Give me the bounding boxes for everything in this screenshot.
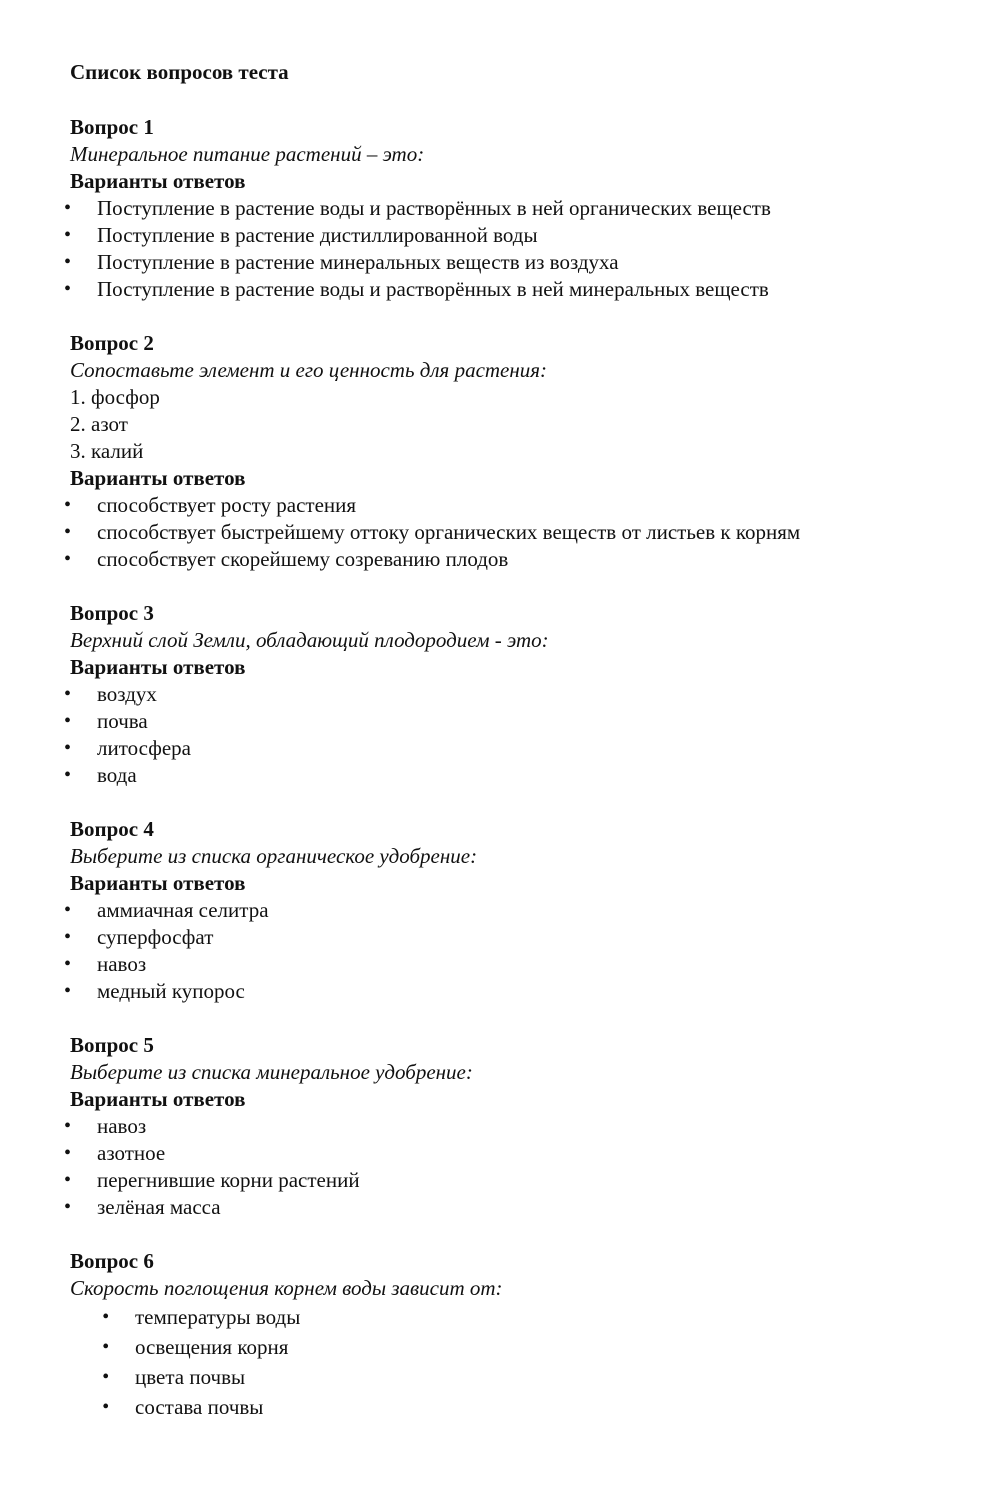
element-item: 3. калий — [70, 439, 144, 463]
answer-option: • Поступление в растение минеральных веществ из воздуха — [70, 249, 941, 276]
question-prompt: Скорость поглощения корнем воды зависит от: — [70, 1276, 503, 1300]
answer-list — [70, 897, 941, 1005]
answer-option: • перегнившие корни растений — [70, 1167, 941, 1194]
answer-option: • способствует быстрейшему оттоку органических веществ от листьев к корням — [70, 519, 941, 546]
question-3 — [70, 600, 941, 789]
answers-label: Варианты ответов — [70, 1087, 246, 1111]
answers-label: Варианты ответов — [70, 466, 246, 490]
answer-list — [70, 1113, 941, 1221]
answer-option: • Поступление в растение воды и растворённых в ней минеральных веществ — [70, 276, 941, 303]
answer-option: • температуры воды — [70, 1302, 941, 1332]
answer-list — [70, 492, 941, 573]
question-5 — [70, 1032, 941, 1221]
question-title: Вопрос 6 — [70, 1249, 154, 1273]
element-item: 2. азот — [70, 412, 128, 436]
question-title: Вопрос 1 — [70, 115, 154, 139]
answer-option: • азотное — [70, 1140, 941, 1167]
question-title: Вопрос 3 — [70, 601, 154, 625]
answer-list — [70, 681, 941, 789]
answer-option: • способствует росту растения — [70, 492, 941, 519]
answer-option: • воздух — [70, 681, 941, 708]
answer-option: • навоз — [70, 1113, 941, 1140]
answer-option: • состава почвы — [70, 1392, 941, 1422]
answer-option: • литосфера — [70, 735, 941, 762]
answer-list — [70, 1302, 941, 1422]
answer-option: • зелёная масса — [70, 1194, 941, 1221]
answer-option: • медный купорос — [70, 978, 941, 1005]
question-prompt: Верхний слой Земли, обладающий плодородием - это: — [70, 628, 549, 652]
question-title: Вопрос 5 — [70, 1033, 154, 1057]
document-title: Список вопросов теста — [70, 60, 289, 84]
question-2 — [70, 330, 941, 573]
question-title: Вопрос 4 — [70, 817, 154, 841]
answer-option: • почва — [70, 708, 941, 735]
answer-option: • суперфосфат — [70, 924, 941, 951]
answer-option: • способствует скорейшему созреванию плодов — [70, 546, 941, 573]
answers-label: Варианты ответов — [70, 871, 246, 895]
answer-option: • цвета почвы — [70, 1362, 941, 1392]
answers-label: Варианты ответов — [70, 655, 246, 679]
question-prompt: Выберите из списка органическое удобрение: — [70, 844, 478, 868]
question-prompt: Минеральное питание растений – это: — [70, 142, 425, 166]
answer-list — [70, 195, 941, 303]
answer-option: • Поступление в растение дистиллированной воды — [70, 222, 941, 249]
answers-label: Варианты ответов — [70, 169, 246, 193]
answer-option: • аммиачная селитра — [70, 897, 941, 924]
element-item: 1. фосфор — [70, 385, 160, 409]
answer-option: • Поступление в растение воды и растворённых в ней органических веществ — [70, 195, 941, 222]
question-6 — [70, 1248, 941, 1422]
question-title: Вопрос 2 — [70, 331, 154, 355]
question-prompt: Сопоставьте элемент и его ценность для растения: — [70, 358, 548, 382]
answer-option: • навоз — [70, 951, 941, 978]
question-prompt: Выберите из списка минеральное удобрение: — [70, 1060, 473, 1084]
answer-option: • освещения корня — [70, 1332, 941, 1362]
question-4 — [70, 816, 941, 1005]
answer-option: • вода — [70, 762, 941, 789]
question-1 — [70, 114, 941, 303]
